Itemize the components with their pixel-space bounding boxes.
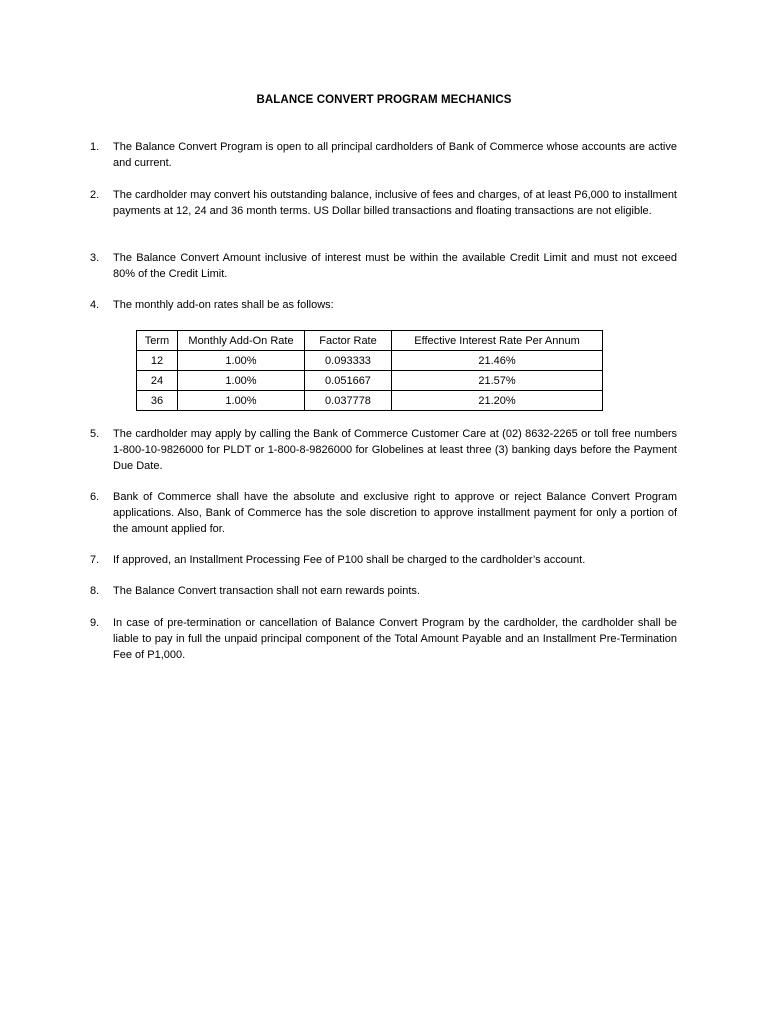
list-item-number: 8.	[90, 585, 100, 597]
table-cell: 21.20%	[392, 391, 603, 411]
list-item-8	[90, 584, 677, 600]
list-item-number: 4.	[90, 299, 100, 311]
table-cell: 1.00%	[178, 351, 305, 371]
list-item-text: The Balance Convert Amount inclusive of interest must be within the available Credit Limit and must not exceed 80% of the Credit Limit.	[113, 252, 677, 280]
table-row	[137, 351, 603, 371]
list-item-text: The Balance Convert Program is open to all principal cardholders of Bank of Commerce whose accounts are active and current.	[113, 141, 677, 169]
list-item-text: If approved, an Installment Processing Fee of P100 shall be charged to the cardholder’s account.	[113, 554, 586, 566]
list-item-number: 6.	[90, 491, 100, 503]
list-item-5	[90, 427, 677, 474]
list-item-number: 5.	[90, 428, 100, 440]
rates-table	[136, 330, 603, 411]
column-header-term: Term	[137, 331, 178, 351]
list-item-9	[90, 616, 677, 663]
list-item-text: The Balance Convert transaction shall not earn rewards points.	[113, 585, 420, 597]
column-header-monthly-add-on-rate: Monthly Add-On Rate	[178, 331, 305, 351]
list-item-text: The monthly add-on rates shall be as follows:	[113, 299, 334, 311]
table-cell: 24	[137, 371, 178, 391]
table-cell: 36	[137, 391, 178, 411]
table-cell: 21.46%	[392, 351, 603, 371]
table-cell: 21.57%	[392, 371, 603, 391]
list-item-text: The cardholder may apply by calling the Bank of Commerce Customer Care at (02) 8632-2265 or toll free numbers 1-800-10-9826000 for PLDT or 1-800-8-9826000 for Globelines at least three (3) banking days before the Payment Due Date.	[113, 428, 677, 472]
table-cell: 0.093333	[305, 351, 392, 371]
list-item-2	[90, 188, 677, 220]
column-header-factor-rate: Factor Rate	[305, 331, 392, 351]
table-row	[137, 391, 603, 411]
column-header-effective-interest-rate: Effective Interest Rate Per Annum	[392, 331, 603, 351]
list-item-text: In case of pre-termination or cancellation of Balance Convert Program by the cardholder, the cardholder shall be liable to pay in full the unpaid principal component of the Total Amount Payable and an Installment Pre-Termination Fee of P1,000.	[113, 617, 677, 661]
list-item-number: 2.	[90, 189, 100, 201]
list-item-number: 9.	[90, 617, 100, 629]
list-item-number: 7.	[90, 554, 100, 566]
list-item-6	[90, 490, 677, 537]
table-cell: 12	[137, 351, 178, 371]
table-header-row	[137, 331, 603, 351]
table-cell: 1.00%	[178, 391, 305, 411]
list-item-3	[90, 251, 677, 283]
table-row	[137, 371, 603, 391]
list-item-number: 3.	[90, 252, 100, 264]
list-item-4	[90, 298, 677, 314]
table-cell: 1.00%	[178, 371, 305, 391]
document-title: BALANCE CONVERT PROGRAM MECHANICS	[256, 94, 512, 106]
table-cell: 0.037778	[305, 391, 392, 411]
list-item-1	[90, 140, 677, 172]
list-item-text: The cardholder may convert his outstanding balance, inclusive of fees and charges, of at least P6,000 to installment payments at 12, 24 and 36 month terms. US Dollar billed transactions and floating transactions are not eligible.	[113, 189, 677, 217]
list-item-text: Bank of Commerce shall have the absolute and exclusive right to approve or reject Balance Convert Program applications. Also, Bank of Commerce has the sole discretion to approve installment payment for only a portion of the amount applied for.	[113, 491, 677, 535]
list-item-number: 1.	[90, 141, 100, 153]
list-item-7	[90, 553, 677, 569]
table-cell: 0.051667	[305, 371, 392, 391]
